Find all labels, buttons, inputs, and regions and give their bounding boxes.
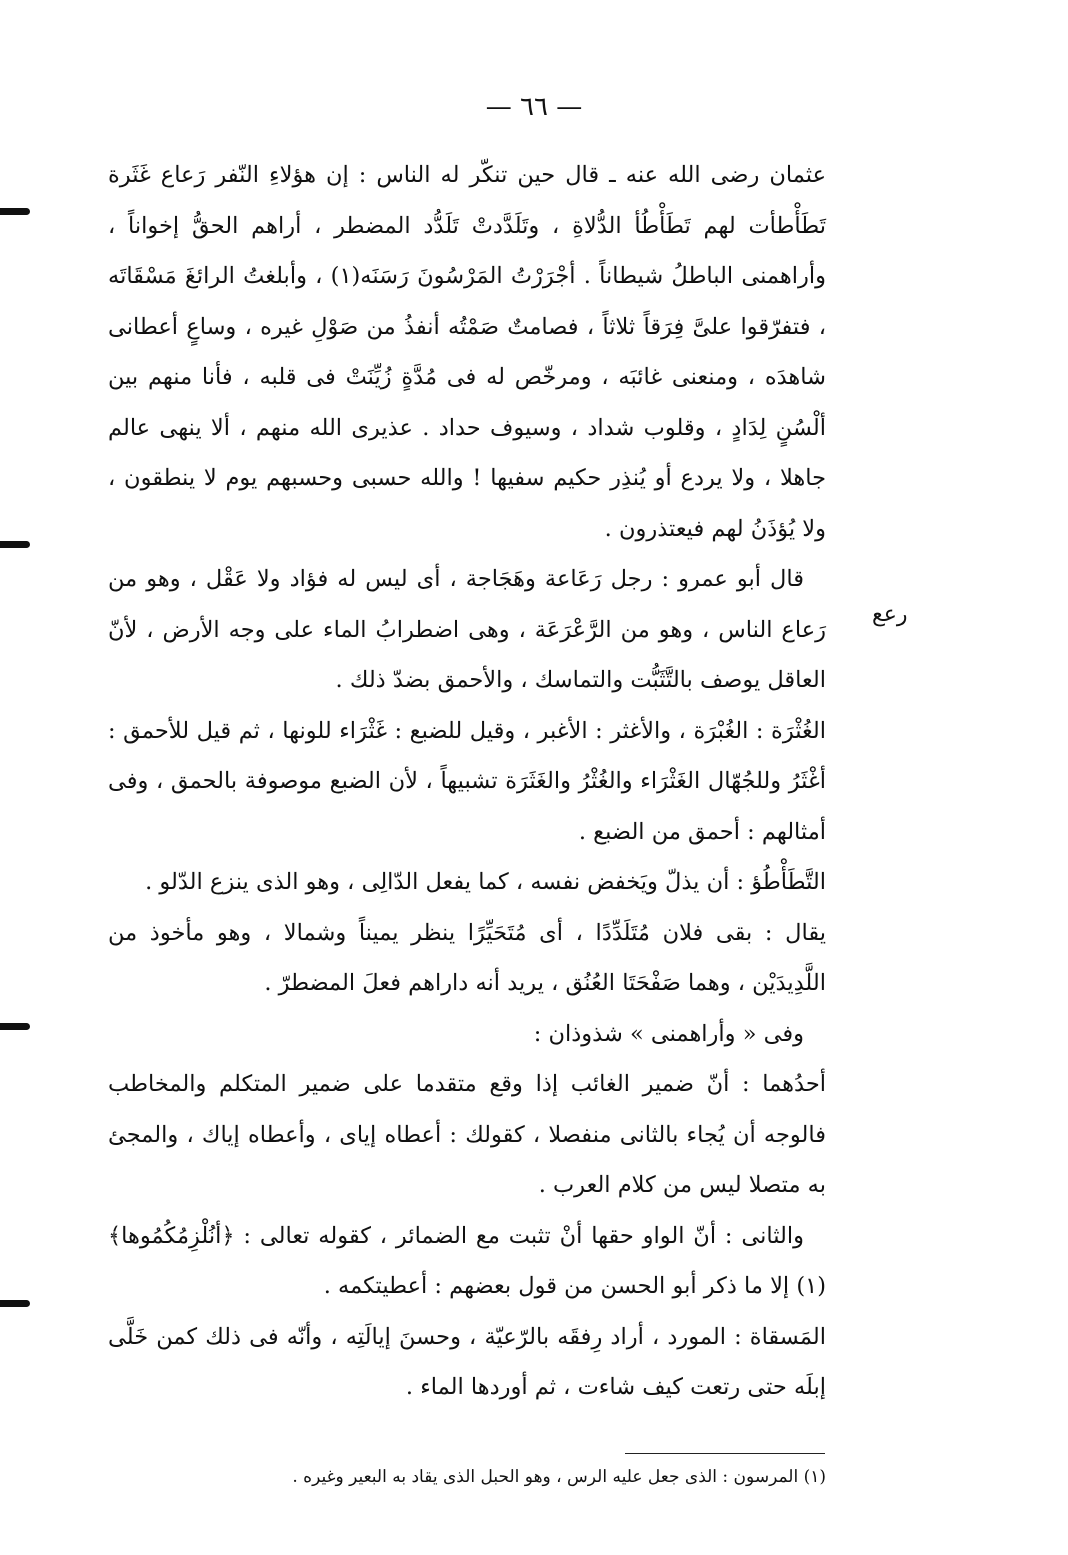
main-text <box>108 150 826 1413</box>
paragraph-4: التَّطَأْطُؤ : أن يذلّ ويَخفض نفسه ، كما يفعل الدّالِى ، وهو الذى ينزع الدّلو . <box>145 869 826 895</box>
paragraph-8: والثانى : أنّ الواو حقها أنْ تثبت مع الضمائر ، كقوله تعالى : ﴿أنُلْزِمُكُمُوها﴾(١) إلا ما ذكر أبو الحسن من قول بعضهم : أعطيتكمه . <box>108 1222 826 1299</box>
margin-note: رعع <box>872 602 908 627</box>
paragraph-7: أحدُهما : أنّ ضمير الغائب إذا وقع متقدما على ضمير المتكلم والمخاطب فالوجه أن يُجاء بالثانى منفصلا ، كقولك : أعطاه إياى ، وأعطاه إياك ، والمجئ به متصلا ليس من كلام العرب . <box>108 1071 826 1198</box>
paragraph-3: الغُثْرَة : الغُبْرَة ، والأغثر : الأغبر ، وقيل للضبع : غَثْرَاء للونها ، ثم قيل للأحمق : أغْثَرُ وللجُهّال الغَثْرَاء والغُثْرُ والغَثَرَة تشبيهاً ، لأن الضبع موصوفة بالحمق ، وفى أمثالهم : أحمق من الضبع . <box>108 717 826 845</box>
binding-mark-2 <box>0 541 30 548</box>
page-number: — ٦٦ — <box>485 92 583 122</box>
footnote: (١) المرسون : الذى جعل عليه الرس ، وهو الحبل الذى يقاد به البعير وغيره . <box>292 1467 826 1487</box>
footnote-divider <box>625 1453 825 1454</box>
binding-mark-3 <box>0 1023 30 1030</box>
paragraph-6: وفى « وأراهمنى » شذوذان : <box>533 1020 804 1047</box>
binding-mark-4 <box>0 1300 30 1307</box>
paragraph-1: عثمان رضى الله عنه ـ قال حين تنكّر له الناس : إن هؤلاءِ النّفر رَعاع غَثَرة تَطَأْطأت لهم تَطَأْطُأ الدُّلاةِ ، وتَلَدَّدتْ تَلَدُّد المضطر ، أراهم الحقُّ إخواناً ، وأراهمنى الباطلُ شيطاناً . أجْرَرْتُ المَرْسُونَ رَسَنَه(١) ، وأبلغتُ الرائغَ مَسْقَاتَه ، فتفرّقوا علىَّ فِرَقاً ثلاثاً ، فصامتٌ صَمْتُه أنفذُ من صَوْلِ غيره ، وساعٍ أعطانى شاهدَه ، ومنعنى غائبَه ، ومرخّص له فى مُدَّةٍ زُيِّنَتْ فى قلبه ، فأنا منهم بين ألْسُنٍ لِدَادٍ ، وقلوب شداد ، وسيوف حداد . عذيرى الله منهم ، ألا ينهى عالم جاهلا ، ولا يردع أو يُنذِر حكيم سفيها ! والله حسبى وحسبهم يوم لا ينطقون ، ولا يُؤذَنُ لهم فيعتذرون . <box>108 162 826 542</box>
paragraph-9: المَسقاة : المورد ، أراد رِفقَه بالرّعيّة ، وحسنَ إيالَتِه ، وأنّه فى ذلك كمن خَلَّى إبلَه حتى رتعت كيف شاءت ، ثم أوردها الماء . <box>108 1323 826 1400</box>
binding-mark-1 <box>0 208 30 215</box>
paragraph-5: يقال : بقى فلان مُتَلَدِّدًا ، أى مُتَحَيِّرًا ينظر يميناً وشمالا ، وهو مأخوذ من اللَّدِيدَيْن ، وهما صَفْحَتَا العُنُق ، يريد أنه داراهم فعلَ المضطرّ . <box>108 919 826 996</box>
paragraph-2: قال أبو عمرو : رجل رَعَاعة وهَجَاجة ، أى ليس له فؤاد ولا عَقْل ، وهو من رَعاع الناس ، وهو من الرَّعْرَعَة ، وهى اضطرابُ الماء على وجه الأرض ، لأنّ العاقل يوصف بالتَّثَبُّت والتماسك ، والأحمق بضدّ ذلك . <box>108 566 826 693</box>
